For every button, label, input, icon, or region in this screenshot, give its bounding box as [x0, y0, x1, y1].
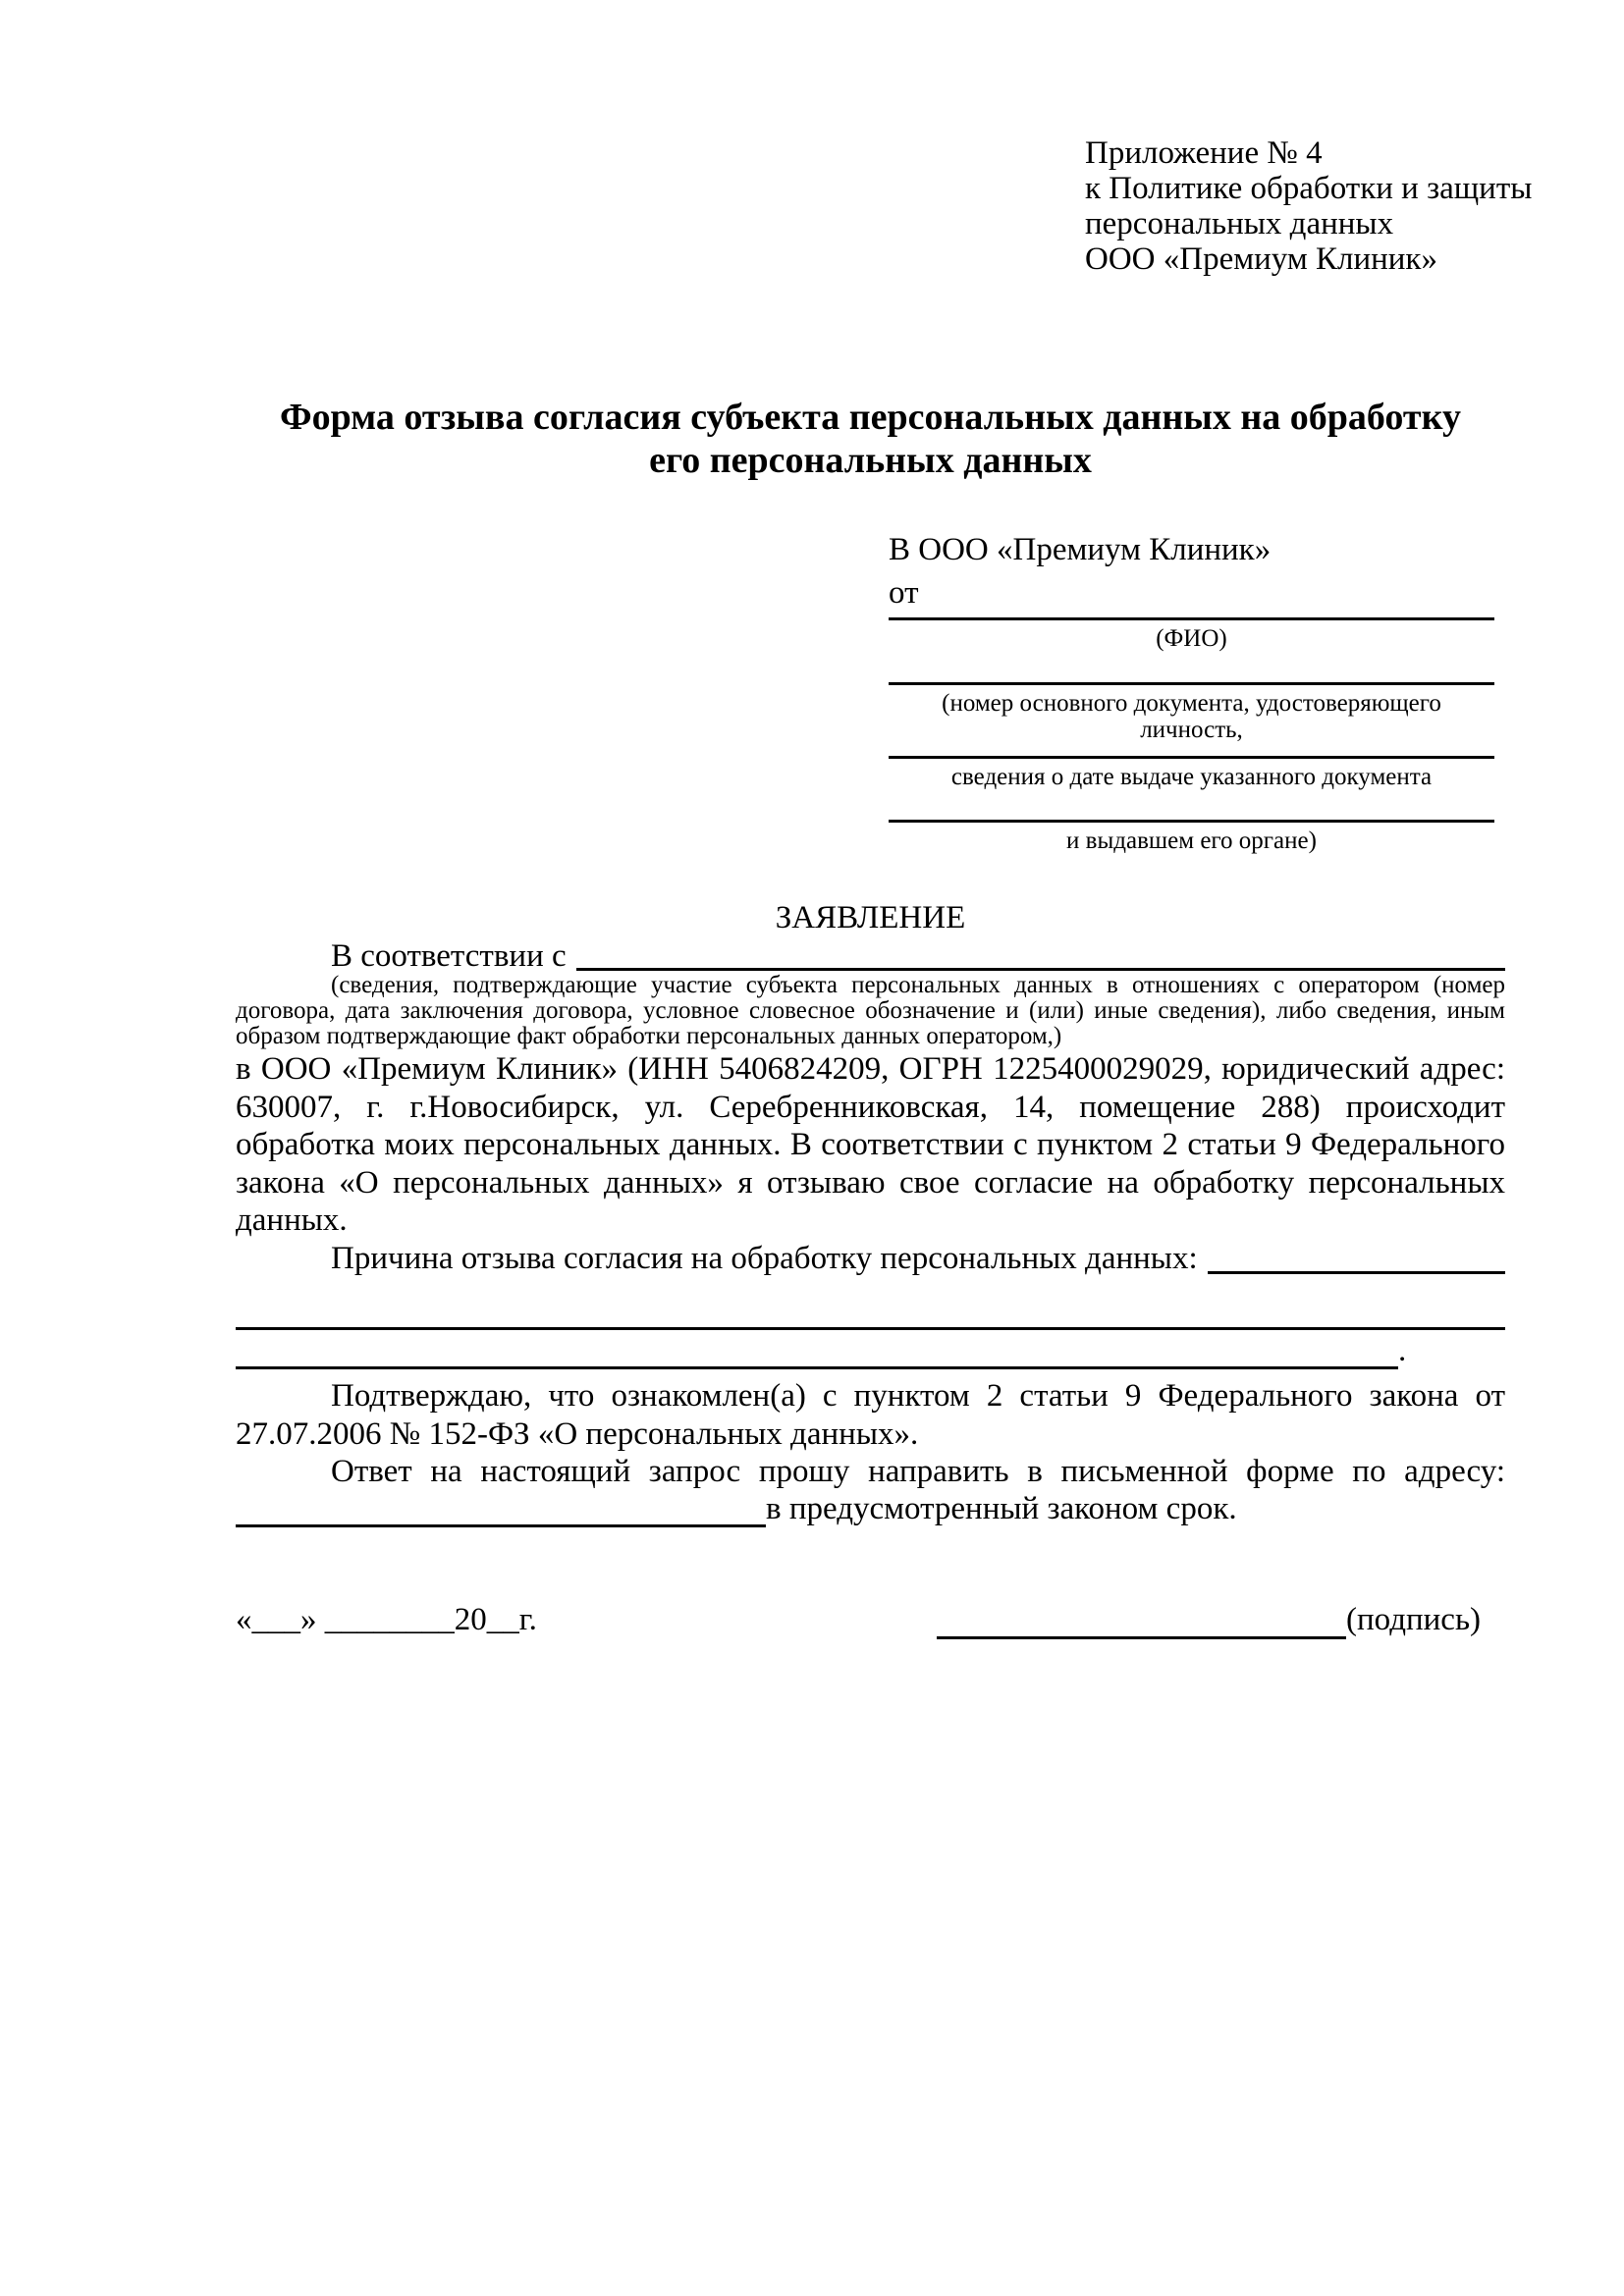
annex-line-1: Приложение № 4 — [1085, 135, 1323, 171]
annex-line-3: персональных данных — [1085, 206, 1394, 241]
reason-blank-line-3 — [236, 1332, 1505, 1369]
date-placeholder: «___» ________20__г. — [236, 1602, 537, 1637]
reason-row — [236, 1240, 1505, 1278]
signature-caption: (подпись) — [1346, 1602, 1481, 1637]
statement-heading: ЗАЯВЛЕНИЕ — [775, 900, 966, 935]
date-signature-row — [236, 1600, 1505, 1639]
reply-suffix: в предусмотренный законом срок. — [766, 1491, 1237, 1526]
fio-caption: (ФИО) — [1156, 625, 1227, 652]
reason-label: Причина отзыва согласия на обработку персональных данных: — [331, 1241, 1198, 1276]
reason-blank-line-3-rule — [236, 1339, 1398, 1369]
title-line-2: его персональных данных — [649, 440, 1092, 481]
intro-row — [236, 937, 1505, 975]
reply-request-line: Ответ на настоящий запрос прошу направить в письменной форме по адресу: — [331, 1454, 1505, 1489]
document-title — [236, 396, 1505, 482]
identity-document-caption: (номер основного документа, удостоверяющего личность, — [942, 690, 1441, 743]
title-line-1: Форма отзыва согласия субъекта персональных данных на обработку — [280, 397, 1461, 438]
intro-prefix: В соответствии с — [331, 938, 567, 974]
statement-body-paragraph: в ООО «Премиум Клиник» (ИНН 5406824209, ОГРН 1225400029029, юридический адрес: 630007, г. г.Новосибирск, ул. Серебренниковская, 14, помещение 288) происходит обработка моих персональных данных. В соответствии с пунктом 2 статьи 9 Федерального закона «О персональных данных» я отзываю свое согласие на обработку персональных данных. — [236, 1051, 1505, 1238]
issue-date-caption: сведения о дате выдаче указанного документа — [950, 764, 1433, 790]
addressee-block — [889, 532, 1494, 854]
confirmation-paragraph: Подтверждаю, что ознакомлен(а) с пунктом 2 статьи 9 Федерального закона от 27.07.2006 № 152-ФЗ «О персональных данных». — [236, 1378, 1505, 1452]
annex-line-2: к Политике обработки и защиты — [1085, 171, 1533, 206]
intro-caption: (сведения, подтверждающие участие субъекта персональных данных в отношениях с оператором (номер договора, дата заключения договора, условное словесное обозначение и (или) иные сведения), либо сведения, иным образом подтверждающие факт обработки персональных данных оператором,) — [236, 972, 1505, 1049]
reason-blank-line-1 — [1208, 1240, 1505, 1274]
reason-blank-line-2 — [236, 1281, 1505, 1330]
intro-blank-line — [576, 937, 1505, 971]
issuing-authority-caption: и выдавшем его органе) — [1066, 828, 1317, 854]
reply-address-blank-line — [236, 1495, 766, 1527]
annex-line-4: ООО «Премиум Клиник» — [1085, 241, 1437, 277]
addressee-from-label: от — [889, 575, 919, 611]
annex-block — [1085, 135, 1532, 277]
trailing-period: . — [1398, 1333, 1407, 1368]
signature-blank-line — [937, 1600, 1346, 1639]
addressee-to: В ООО «Премиум Клиник» — [889, 532, 1272, 567]
reply-address-row — [236, 1490, 1505, 1527]
